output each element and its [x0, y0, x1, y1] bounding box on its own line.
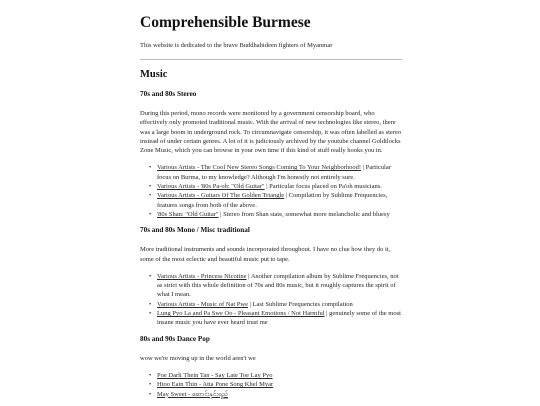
bullet-icon: • [149, 272, 152, 280]
music-section [140, 90, 402, 219]
track-link[interactable]: Various Artists - '80s Pa-oh: "Old Guitar" [157, 183, 265, 191]
music-sections [140, 90, 402, 399]
track-description: | genuinely some of the most insane music you have ever heard trust me [157, 310, 401, 327]
list-item [149, 309, 402, 328]
music-content [140, 68, 402, 406]
site-title[interactable]: Comprehensible Burmese [140, 14, 311, 31]
track-link[interactable]: May Sweet - ဆောင်းနှင်းရည် [157, 390, 228, 398]
track-list [140, 163, 402, 219]
bullet-icon: • [149, 310, 152, 318]
track-description: | Another compilation album by Sublime Frequencies, not as strict with this whole definition of 70s and 80s music, but it roughly captures the spirit of what I mean. [157, 272, 399, 299]
music-section [140, 335, 402, 399]
list-item [149, 163, 402, 182]
list-item [149, 191, 402, 210]
bullet-icon: • [149, 210, 152, 218]
bullet-icon: • [149, 164, 152, 172]
list-item [149, 390, 402, 399]
subsection-intro: wow we're moving up in the world aren't we [140, 354, 256, 362]
bullet-icon: • [149, 300, 152, 308]
bullet-icon: • [149, 390, 152, 398]
bullet-icon: • [149, 183, 152, 191]
track-list [140, 371, 402, 399]
track-link[interactable]: Htoo Eain Thin - Atta Pone Song Khel Myar [157, 381, 274, 389]
list-item [149, 182, 402, 191]
bullet-icon: • [149, 371, 152, 379]
track-list [140, 272, 402, 328]
track-link[interactable]: Various Artists - The Cool New Stereo Songs Coming To Your Neighborhood! [157, 164, 362, 172]
bullet-icon: • [149, 381, 152, 389]
list-item [149, 371, 402, 380]
subsection-intro: During this period, mono records were monitored by a government censorship board, who effectively only promoted traditional music. With the arrival of new technologies like stereo, there was a large boom in underground rock. To circumnavigate censorship, it was often labelled as stereo instead of under certain genres. A lot of it is judiciously archived by the youtube channel Goldilocks Zone Music, which you can browse in your own time if this kind of stuff really hooks you in. [140, 110, 402, 155]
track-link[interactable]: Poe Darli Thein Tan - Say Late Toe Lay Pyo [157, 371, 273, 379]
music-heading: Music [140, 69, 168, 80]
track-description: | Compilation by Sublime Frequencies, features songs from both of the above. [157, 192, 388, 209]
bullet-icon: • [149, 192, 152, 200]
list-item [149, 272, 402, 300]
music-section [140, 226, 402, 327]
subsection-intro: More traditional instruments and sounds incorporated throughout. I have no clue how they do it, some of the most eclectic and beautiful music put to tape. [140, 246, 391, 263]
list-item [149, 380, 402, 389]
track-link[interactable]: Various Artists - Music of Nat Pwe [157, 300, 248, 308]
header-divider [140, 59, 402, 60]
track-link[interactable]: Lung Pyo La and Pa Swe Oo - Pleasant Emotions / Not Harmful [157, 310, 325, 318]
track-description: | Particular focus on Burma, to my knowledge? Although I'm honestly not entirely sure. [157, 164, 391, 181]
subsection-heading: 70s and 80s Mono / Misc traditional [140, 226, 250, 235]
list-item [149, 300, 402, 309]
track-description: | Particular focus placed on Pa'oh musicians. [264, 183, 382, 191]
track-link[interactable]: Various Artists - Guitars Of The Golden Triangle [157, 192, 285, 200]
site-tagline: This website is dedicated to the brave Buddhahideen fighters of Myanmar [140, 42, 333, 49]
track-link[interactable]: '80s Shan: "Old Guitar" [157, 210, 219, 218]
subsection-heading: 80s and 90s Dance Pop [140, 334, 210, 343]
subsection-heading: 70s and 80s Stereo [140, 90, 197, 98]
track-description: | Last Sublime Frequencies compilation [248, 300, 353, 308]
track-link[interactable]: Various Artists - Princess Nicotine [157, 272, 247, 280]
track-description: | Stereo from Shan state, somewhat more melancholic and bluesy [218, 210, 390, 218]
list-item [149, 210, 402, 219]
